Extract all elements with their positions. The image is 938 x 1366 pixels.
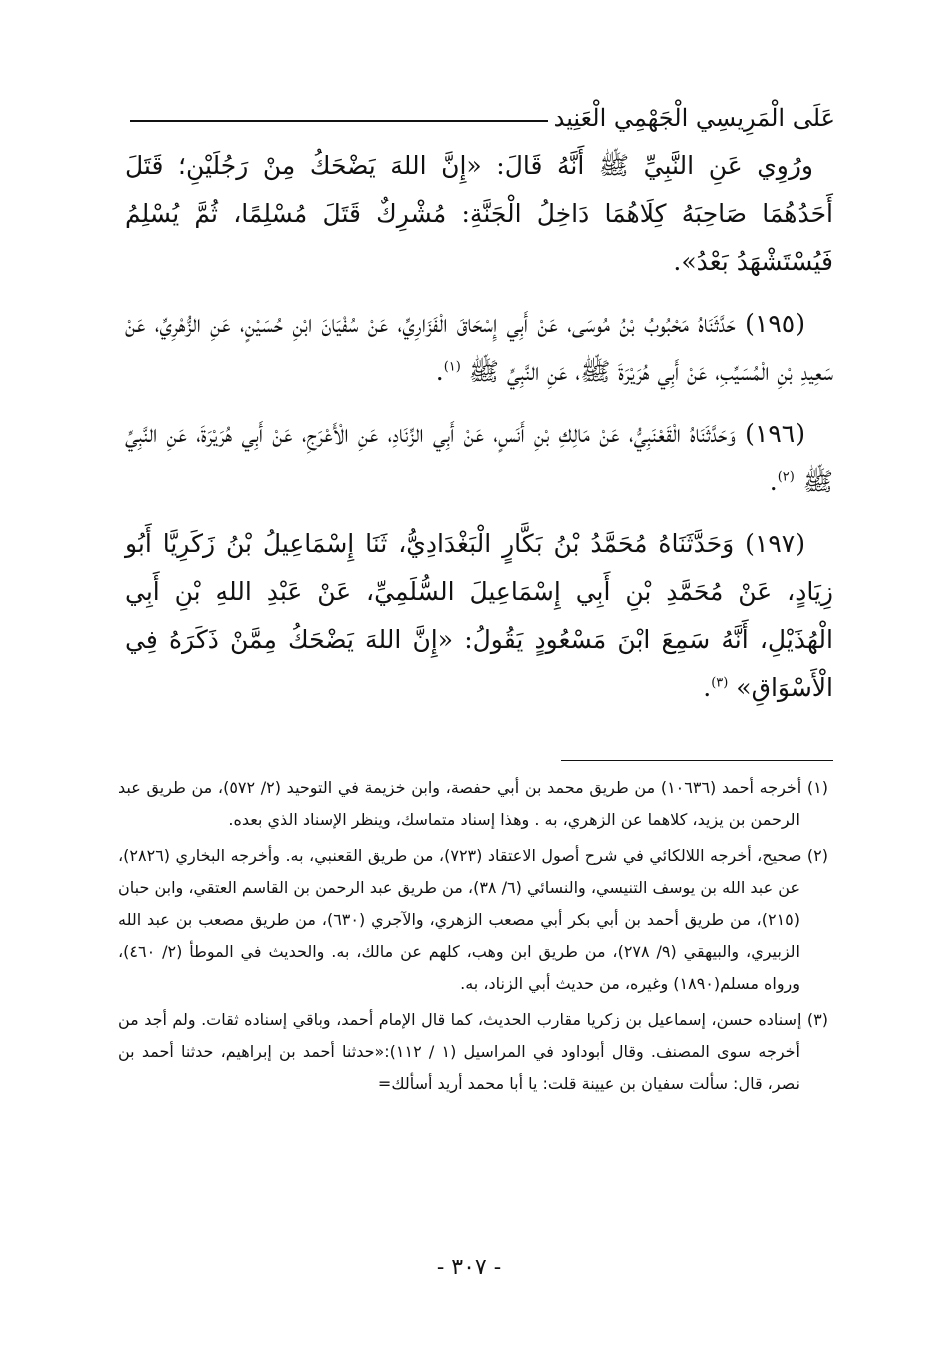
footnote-divider — [561, 760, 833, 761]
paragraph-197: (١٩٧) وَحَدَّثَنَاهُ مُحَمَّدُ بْنُ بَكَّارٍ الْبَغْدَادِيُّ، ثَنَا إِسْمَاعِيلُ بْنُ زَكَرِيَّا أَبُو زِيَادٍ، عَنْ مُحَمَّدِ بْنِ أَبِي إِسْمَاعِيلَ السُّلَمِيِّ، عَنْ عَبْدِ اللهِ بْنِ أَبِي الْهُذَيْلِ، أَنَّهُ سَمِعَ ابْنَ مَسْعُودٍ يَقُولُ: «إِنَّ اللهَ يَضْحَكُ مِمَّنْ ذَكَرَهُ فِي الْأَسْوَاقِ» $^{(٣)}$. — [125, 529, 833, 702]
paragraph-197-text: (١٩٧) وَحَدَّثَنَاهُ مُحَمَّدُ بْنُ بَكَّارٍ الْبَغْدَادِيُّ، ثَنَا إِسْمَاعِيلُ بْنُ زَكَرِيَّا أَبُو زِيَادٍ، عَنْ مُحَمَّدِ بْنِ أَبِي إِسْمَاعِيلَ السُّلَمِيِّ، عَنْ عَبْدِ اللهِ بْنِ أَبِي الْهُذَيْلِ، أَنَّهُ سَمِعَ ابْنَ مَسْعُودٍ يَقُولُ: «إِنَّ اللهَ يَضْحَكُ مِمَّنْ ذَكَرَهُ فِي الْأَسْوَاقِ» — [125, 529, 833, 702]
paragraph-196: (١٩٦) وَحَدَّثَنَاهُ الْقَعْنَبِيُّ، عَنْ مَالِكِ بْنِ أَنَسٍ، عَنْ أَبِي الزِّنَادِ، عَنِ الْأَعْرَجِ، عَنْ أَبِي هُرَيْرَةَ، عَنِ النَّبِيِّ ﷺ $^{(٢)}$. — [125, 419, 833, 496]
footnote-1: (١) أخرجه أحمد (١٠٦٣٦) من طريق محمد بن أبي حفصة، وابن خزيمة في التوحيد (٢/ ٥٧٢)، من طريق عبد الرحمن بن يزيد، كلاهما عن الزهري، به . وهذا إسناد متماسك، وينظر الإسناد الذي بعده. — [118, 778, 829, 829]
main-text — [125, 142, 833, 726]
footnote-ref-2: (٢) — [777, 469, 795, 485]
page-number: - ٣٠٧ - — [436, 1255, 502, 1280]
footnote-2: (٢) صحيح، أخرجه اللالكائي في شرح أصول الاعتقاد (٧٢٣)، من طريق القعنبي، به. وأخرجه البخاري (٢٨٢٦)، عن عبد الله بن يوسف التنيسي، والنسائي (٦/ ٣٨)، من طريق عبد الرحمن بن القاسم العتقي، وابن حبان (٢١٥)، من طريق أحمد بن أبي بكر أبي مصعب الزهري، والآجري (٦٣٠)، من طريق مصعب بن عبد الله الزبيري، والبيهقي (٩/ ٢٧٨)، من طريق ابن وهب، كلهم عن مالك، به. والحديث في الموطأ (٢/ ٤٦٠)، ورواه مسلم(١٨٩٠) وغيره، من حديث أبي الزناد، به. — [118, 846, 828, 993]
paragraph-intro-text: ورُوِي عَنِ النَّبِيِّ ﷺ أَنَّهُ قَالَ: «إِنَّ اللهَ يَضْحَكُ مِنْ رَجُلَيْنِ؛ قَتَلَ أَحَدُهُمَا صَاحِبَهُ كِلَاهُمَا دَاخِلُ الْجَنَّةِ: مُشْرِكٌ قَتَلَ مُسْلِمًا، ثُمَّ يُسْلِمُ فَيُسْتَشْهَدُ بَعْدُ». — [125, 151, 833, 276]
paragraph-196-text: (١٩٦) وَحَدَّثَنَاهُ الْقَعْنَبِيُّ، عَنْ مَالِكِ بْنِ أَنَسٍ، عَنْ أَبِي الزِّنَادِ، عَنِ الْأَعْرَجِ، عَنْ أَبِي هُرَيْرَةَ، عَنِ النَّبِيِّ ﷺ — [125, 419, 833, 496]
header-rule — [130, 120, 548, 122]
paragraph-intro — [125, 142, 833, 286]
footnotes — [118, 772, 828, 1104]
footnote-ref-3: (٣) — [711, 675, 729, 691]
footnote-3: (٣) إسناده حسن، إسماعيل بن زكريا مقارب الحديث، كما قال الإمام أحمد، وباقي إسناده ثقات. ولم أجد من أخرجه سوى المصنف. وقال أبوداود في المراسيل (١ / ١١٢):«حدثنا أحمد بن إبراهيم، حدثنا أحمد بن نصر، قال: سألت سفيان بن عيينة قلت: يا أبا محمد أريد أسألك= — [118, 1010, 828, 1093]
running-header — [130, 92, 835, 132]
paragraph-195-text: (١٩٥) حَدَّثَنَاهُ مَحْبُوبُ بْنُ مُوسَى، عَنْ أَبِي إِسْحَاقَ الْفَزَارِيِّ، عَنْ سُفْيَانَ ابْنِ حُسَيْنٍ، عَنِ الزُّهْرِيِّ، عَنْ سَعِيدِ بْنِ الْمُسَيِّبِ، عَنْ أَبِي هُرَيْرَةَ ﷺ، عَنِ النَّبِيِّ ﷺ — [125, 309, 833, 386]
paragraph-195: (١٩٥) حَدَّثَنَاهُ مَحْبُوبُ بْنُ مُوسَى، عَنْ أَبِي إِسْحَاقَ الْفَزَارِيِّ، عَنْ سُفْيَانَ ابْنِ حُسَيْنٍ، عَنِ الزُّهْرِيِّ، عَنْ سَعِيدِ بْنِ الْمُسَيِّبِ، عَنْ أَبِي هُرَيْرَةَ ﷺ، عَنِ النَّبِيِّ ﷺ $^{(١)}$. — [125, 309, 833, 386]
running-header-title: عَلَى الْمَرِيسِي الْجَهْمِي الْعَنِيد — [553, 104, 835, 132]
footnote-ref-1: (١) — [443, 359, 461, 375]
